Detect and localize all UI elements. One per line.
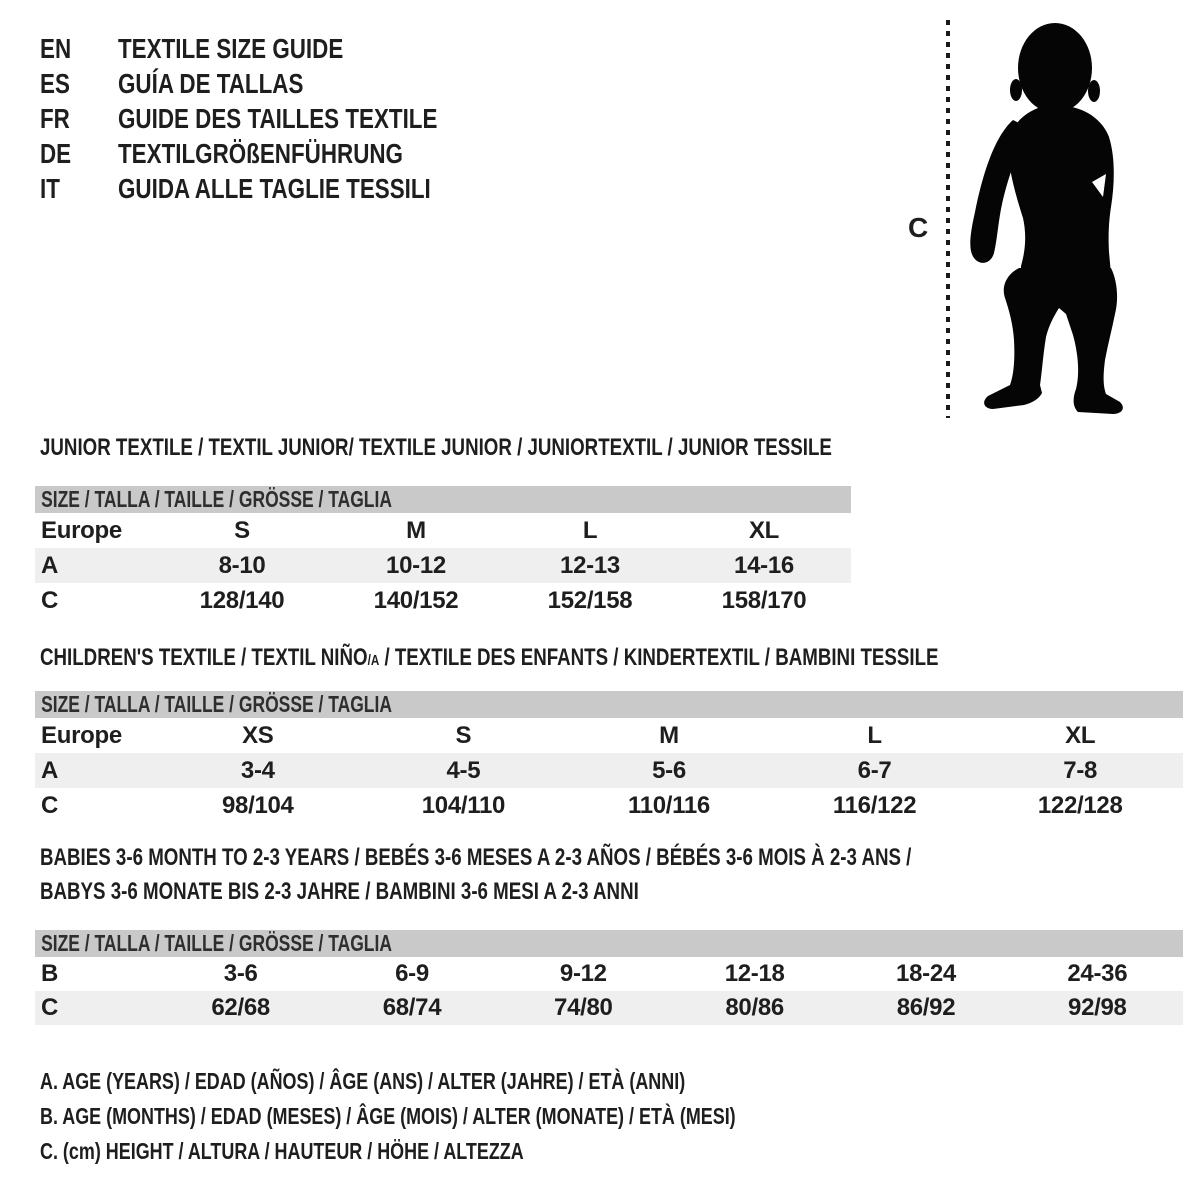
size-cell: M	[659, 722, 679, 749]
babies-section-title-line1: BABIES 3-6 MONTH TO 2-3 YEARS / BEBÉS 3-6 MESES A 2-3 AÑOS / BÉBÉS 3-6 MOIS À 2-3 ANS /	[40, 844, 912, 871]
height-cell: 104/110	[421, 792, 506, 819]
age-cell: 10-12	[386, 552, 446, 579]
language-row-it	[40, 171, 517, 206]
row-label: A	[41, 757, 59, 784]
table-row	[35, 548, 851, 583]
height-cell: 80/86	[725, 994, 784, 1021]
row-label: Europe	[41, 517, 122, 544]
language-row-fr	[40, 101, 517, 136]
height-cell: 158/170	[721, 587, 807, 614]
babies-size-header-text: SIZE / TALLA / TAILLE / GRÖSSE / TAGLIA	[41, 930, 392, 956]
row-label: A	[41, 552, 59, 579]
table-row	[35, 788, 1183, 823]
children-title-prefix: CHILDREN'S TEXTILE / TEXTIL NIÑO	[40, 644, 368, 671]
size-cell: XL	[1065, 722, 1096, 749]
language-code: ES	[40, 68, 70, 99]
height-cell: 152/158	[547, 587, 633, 614]
babies-section-title-line2: BABYS 3-6 MONATE BIS 2-3 JAHRE / BAMBINI 3-6 MESI A 2-3 ANNI	[40, 878, 639, 905]
months-cell: 12-18	[724, 960, 785, 987]
months-cell: 6-9	[395, 960, 429, 987]
row-label: C	[41, 792, 59, 819]
language-code: EN	[40, 33, 72, 64]
age-cell: 6-7	[857, 757, 892, 784]
age-cell: 4-5	[446, 757, 481, 784]
children-size-table	[35, 691, 1183, 823]
language-title: GUÍA DE TALLAS	[118, 68, 304, 99]
row-label: B	[41, 960, 59, 987]
months-cell: 24-36	[1067, 960, 1128, 987]
table-row	[35, 753, 1183, 788]
height-cell: 74/80	[554, 994, 613, 1021]
language-code: FR	[40, 103, 70, 134]
row-label: C	[41, 587, 59, 614]
size-cell: XL	[748, 517, 780, 544]
legend-line-a: A. AGE (YEARS) / EDAD (AÑOS) / ÂGE (ANS) / ALTER (JAHRE) / ETÀ (ANNI)	[40, 1068, 686, 1094]
age-cell: 7-8	[1063, 757, 1098, 784]
children-size-header-bar	[35, 691, 1183, 718]
size-cell: XS	[242, 722, 274, 749]
language-title: TEXTILE SIZE GUIDE	[118, 33, 344, 64]
language-row-en	[40, 31, 517, 66]
size-cell: L	[867, 722, 882, 749]
language-row-de	[40, 136, 517, 171]
table-row	[35, 718, 1183, 753]
language-title: TEXTILGRÖßENFÜHRUNG	[118, 138, 403, 169]
language-code: DE	[40, 138, 72, 169]
months-cell: 18-24	[896, 960, 956, 987]
height-cell: 92/98	[1068, 994, 1127, 1021]
age-cell: 8-10	[218, 552, 266, 579]
months-cell: 3-6	[223, 960, 258, 987]
language-title: GUIDE DES TAILLES TEXTILE	[118, 103, 438, 134]
children-section-title	[40, 644, 938, 672]
language-title: GUIDA ALLE TAGLIE TESSILI	[118, 173, 431, 204]
table-row	[35, 513, 851, 548]
children-title-sub: /A	[367, 652, 380, 669]
size-cell: S	[234, 517, 250, 544]
height-cell: 86/92	[896, 994, 956, 1021]
age-cell: 12-13	[560, 552, 620, 579]
row-label: Europe	[41, 722, 122, 749]
age-cell: 3-4	[240, 757, 275, 784]
height-measure-line	[946, 20, 950, 418]
height-cell: 98/104	[221, 792, 294, 819]
language-code: IT	[40, 173, 60, 204]
children-title-suffix: / TEXTILE DES ENFANTS / KINDERTEXTIL / BAMBINI TESSILE	[379, 644, 939, 671]
height-cell: 140/152	[373, 587, 459, 614]
toddler-silhouette-icon	[963, 22, 1143, 420]
height-cell: 116/122	[832, 792, 917, 819]
size-cell: S	[455, 722, 472, 749]
table-row	[35, 583, 851, 618]
babies-size-table	[35, 930, 1183, 1025]
table-row	[35, 957, 1183, 991]
height-cell: 68/74	[382, 994, 442, 1021]
height-cell: 110/116	[627, 792, 710, 819]
junior-size-table	[35, 486, 851, 618]
junior-size-header-bar	[35, 486, 851, 513]
height-cell: 62/68	[211, 994, 270, 1021]
height-cell: 122/128	[1037, 792, 1123, 819]
junior-section-title: JUNIOR TEXTILE / TEXTIL JUNIOR/ TEXTILE JUNIOR / JUNIORTEXTIL / JUNIOR TESSILE	[40, 434, 832, 461]
age-cell: 14-16	[734, 552, 794, 579]
measurement-legend	[40, 1064, 932, 1169]
junior-size-header-text: SIZE / TALLA / TAILLE / GRÖSSE / TAGLIA	[41, 486, 392, 512]
babies-size-header-bar	[35, 930, 1183, 957]
legend-line-c: C. (cm) HEIGHT / ALTURA / HAUTEUR / HÖHE / ALTEZZA	[40, 1138, 524, 1164]
language-row-es	[40, 66, 517, 101]
height-measure-label: C	[908, 212, 929, 243]
size-cell: L	[582, 517, 598, 544]
size-cell: M	[406, 517, 426, 544]
language-list	[40, 31, 517, 206]
months-cell: 9-12	[559, 960, 607, 987]
height-cell: 128/140	[199, 587, 285, 614]
table-row	[35, 991, 1183, 1025]
row-label: C	[41, 994, 59, 1021]
legend-line-b: B. AGE (MONTHS) / EDAD (MESES) / ÂGE (MOIS) / ALTER (MONATE) / ETÀ (MESI)	[40, 1103, 736, 1129]
age-cell: 5-6	[652, 757, 686, 784]
children-size-header-text: SIZE / TALLA / TAILLE / GRÖSSE / TAGLIA	[41, 691, 392, 717]
